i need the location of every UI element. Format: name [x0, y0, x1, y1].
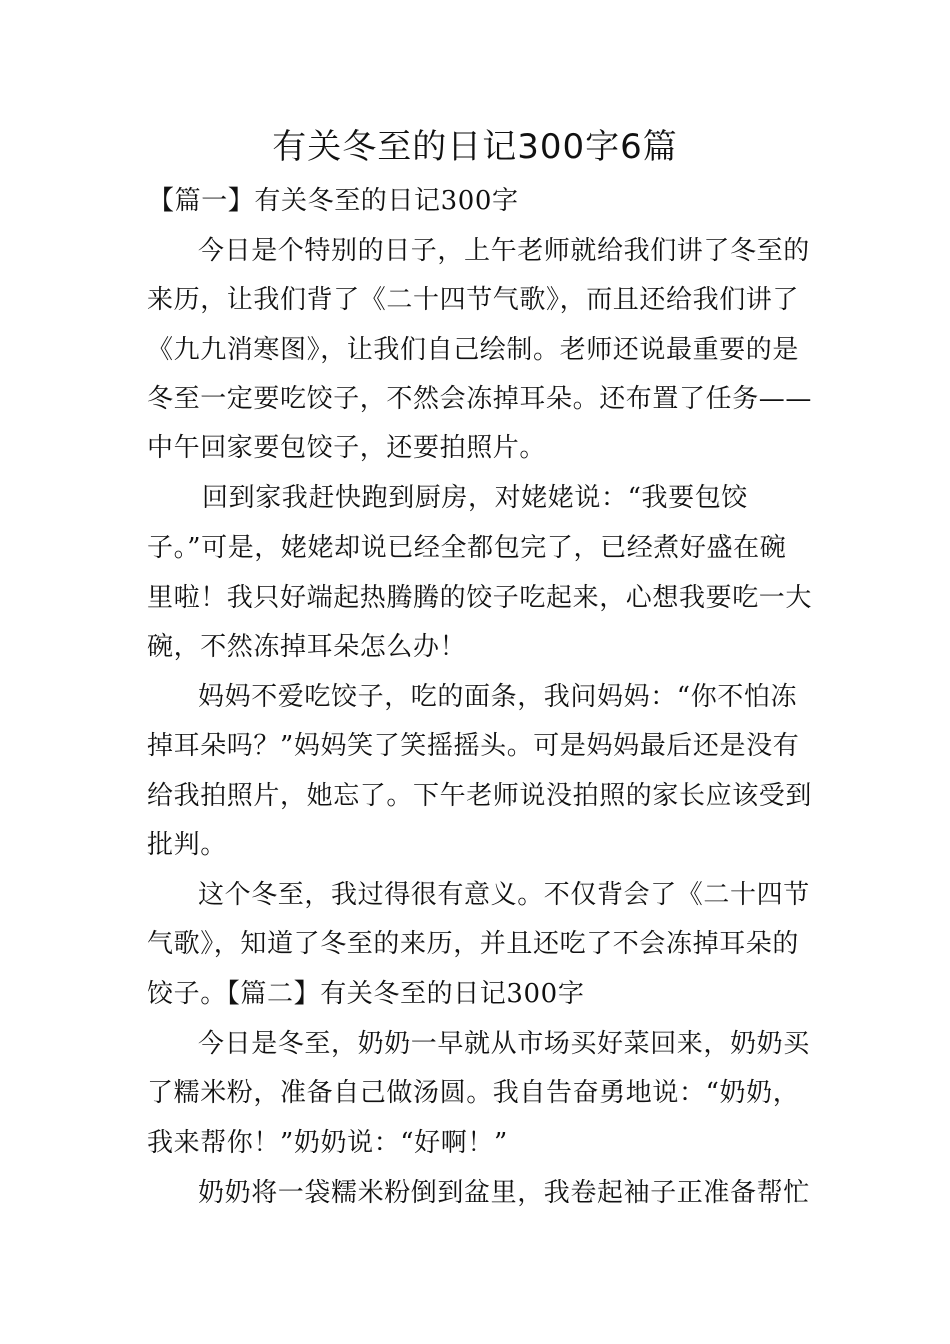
paragraph-line: 我来帮你！”奶奶说：“好啊！”: [147, 1128, 508, 1158]
paragraph-line: 饺子。【篇二】有关冬至的日记300字: [147, 979, 585, 1009]
paragraph-line: 批判。: [147, 830, 227, 860]
paragraph-line: 气歌》，知道了冬至的来历，并且还吃了不会冻掉耳朵的: [147, 929, 800, 959]
paragraph-line: 碗，不然冻掉耳朵怎么办！: [147, 632, 467, 662]
paragraph-line: 了糯米粉，准备自己做汤圆。我自告奋勇地说：“奶奶，: [147, 1078, 800, 1108]
paragraph-line: 《九九消寒图》，让我们自己绘制。老师还说最重要的是: [147, 335, 800, 365]
section-heading-1: 【篇一】有关冬至的日记300字: [148, 186, 519, 216]
paragraph-line: 回到家我赶快跑到厨房，对姥姥说：“我要包饺: [202, 483, 748, 513]
paragraph-line: 给我拍照片，她忘了。下午老师说没拍照的家长应该受到: [147, 781, 813, 811]
paragraph-line: 妈妈不爱吃饺子，吃的面条，我问妈妈：“你不怕冻: [198, 682, 798, 712]
paragraph-line: 冬至一定要吃饺子，不然会冻掉耳朵。还布置了任务——: [147, 384, 813, 414]
paragraph-line: 中午回家要包饺子，还要拍照片。: [147, 433, 547, 463]
paragraph-line: 这个冬至，我过得很有意义。不仅背会了《二十四节: [198, 880, 810, 910]
paragraph-line: 子。”可是，姥姥却说已经全都包完了，已经煮好盛在碗: [147, 533, 787, 563]
paragraph-line: 来历，让我们背了《二十四节气歌》，而且还给我们讲了: [147, 285, 800, 315]
paragraph-line: 今日是冬至，奶奶一早就从市场买好菜回来，奶奶买: [198, 1029, 810, 1059]
document-title: 有关冬至的日记300字6篇: [272, 127, 678, 167]
paragraph-line: 里啦！我只好端起热腾腾的饺子吃起来，心想我要吃一大: [147, 583, 813, 613]
paragraph-line: 奶奶将一袋糯米粉倒到盆里，我卷起袖子正准备帮忙: [198, 1178, 810, 1208]
paragraph-line: 掉耳朵吗？”妈妈笑了笑摇摇头。可是妈妈最后还是没有: [147, 731, 800, 761]
paragraph-line: 今日是个特别的日子，上午老师就给我们讲了冬至的: [198, 236, 810, 266]
